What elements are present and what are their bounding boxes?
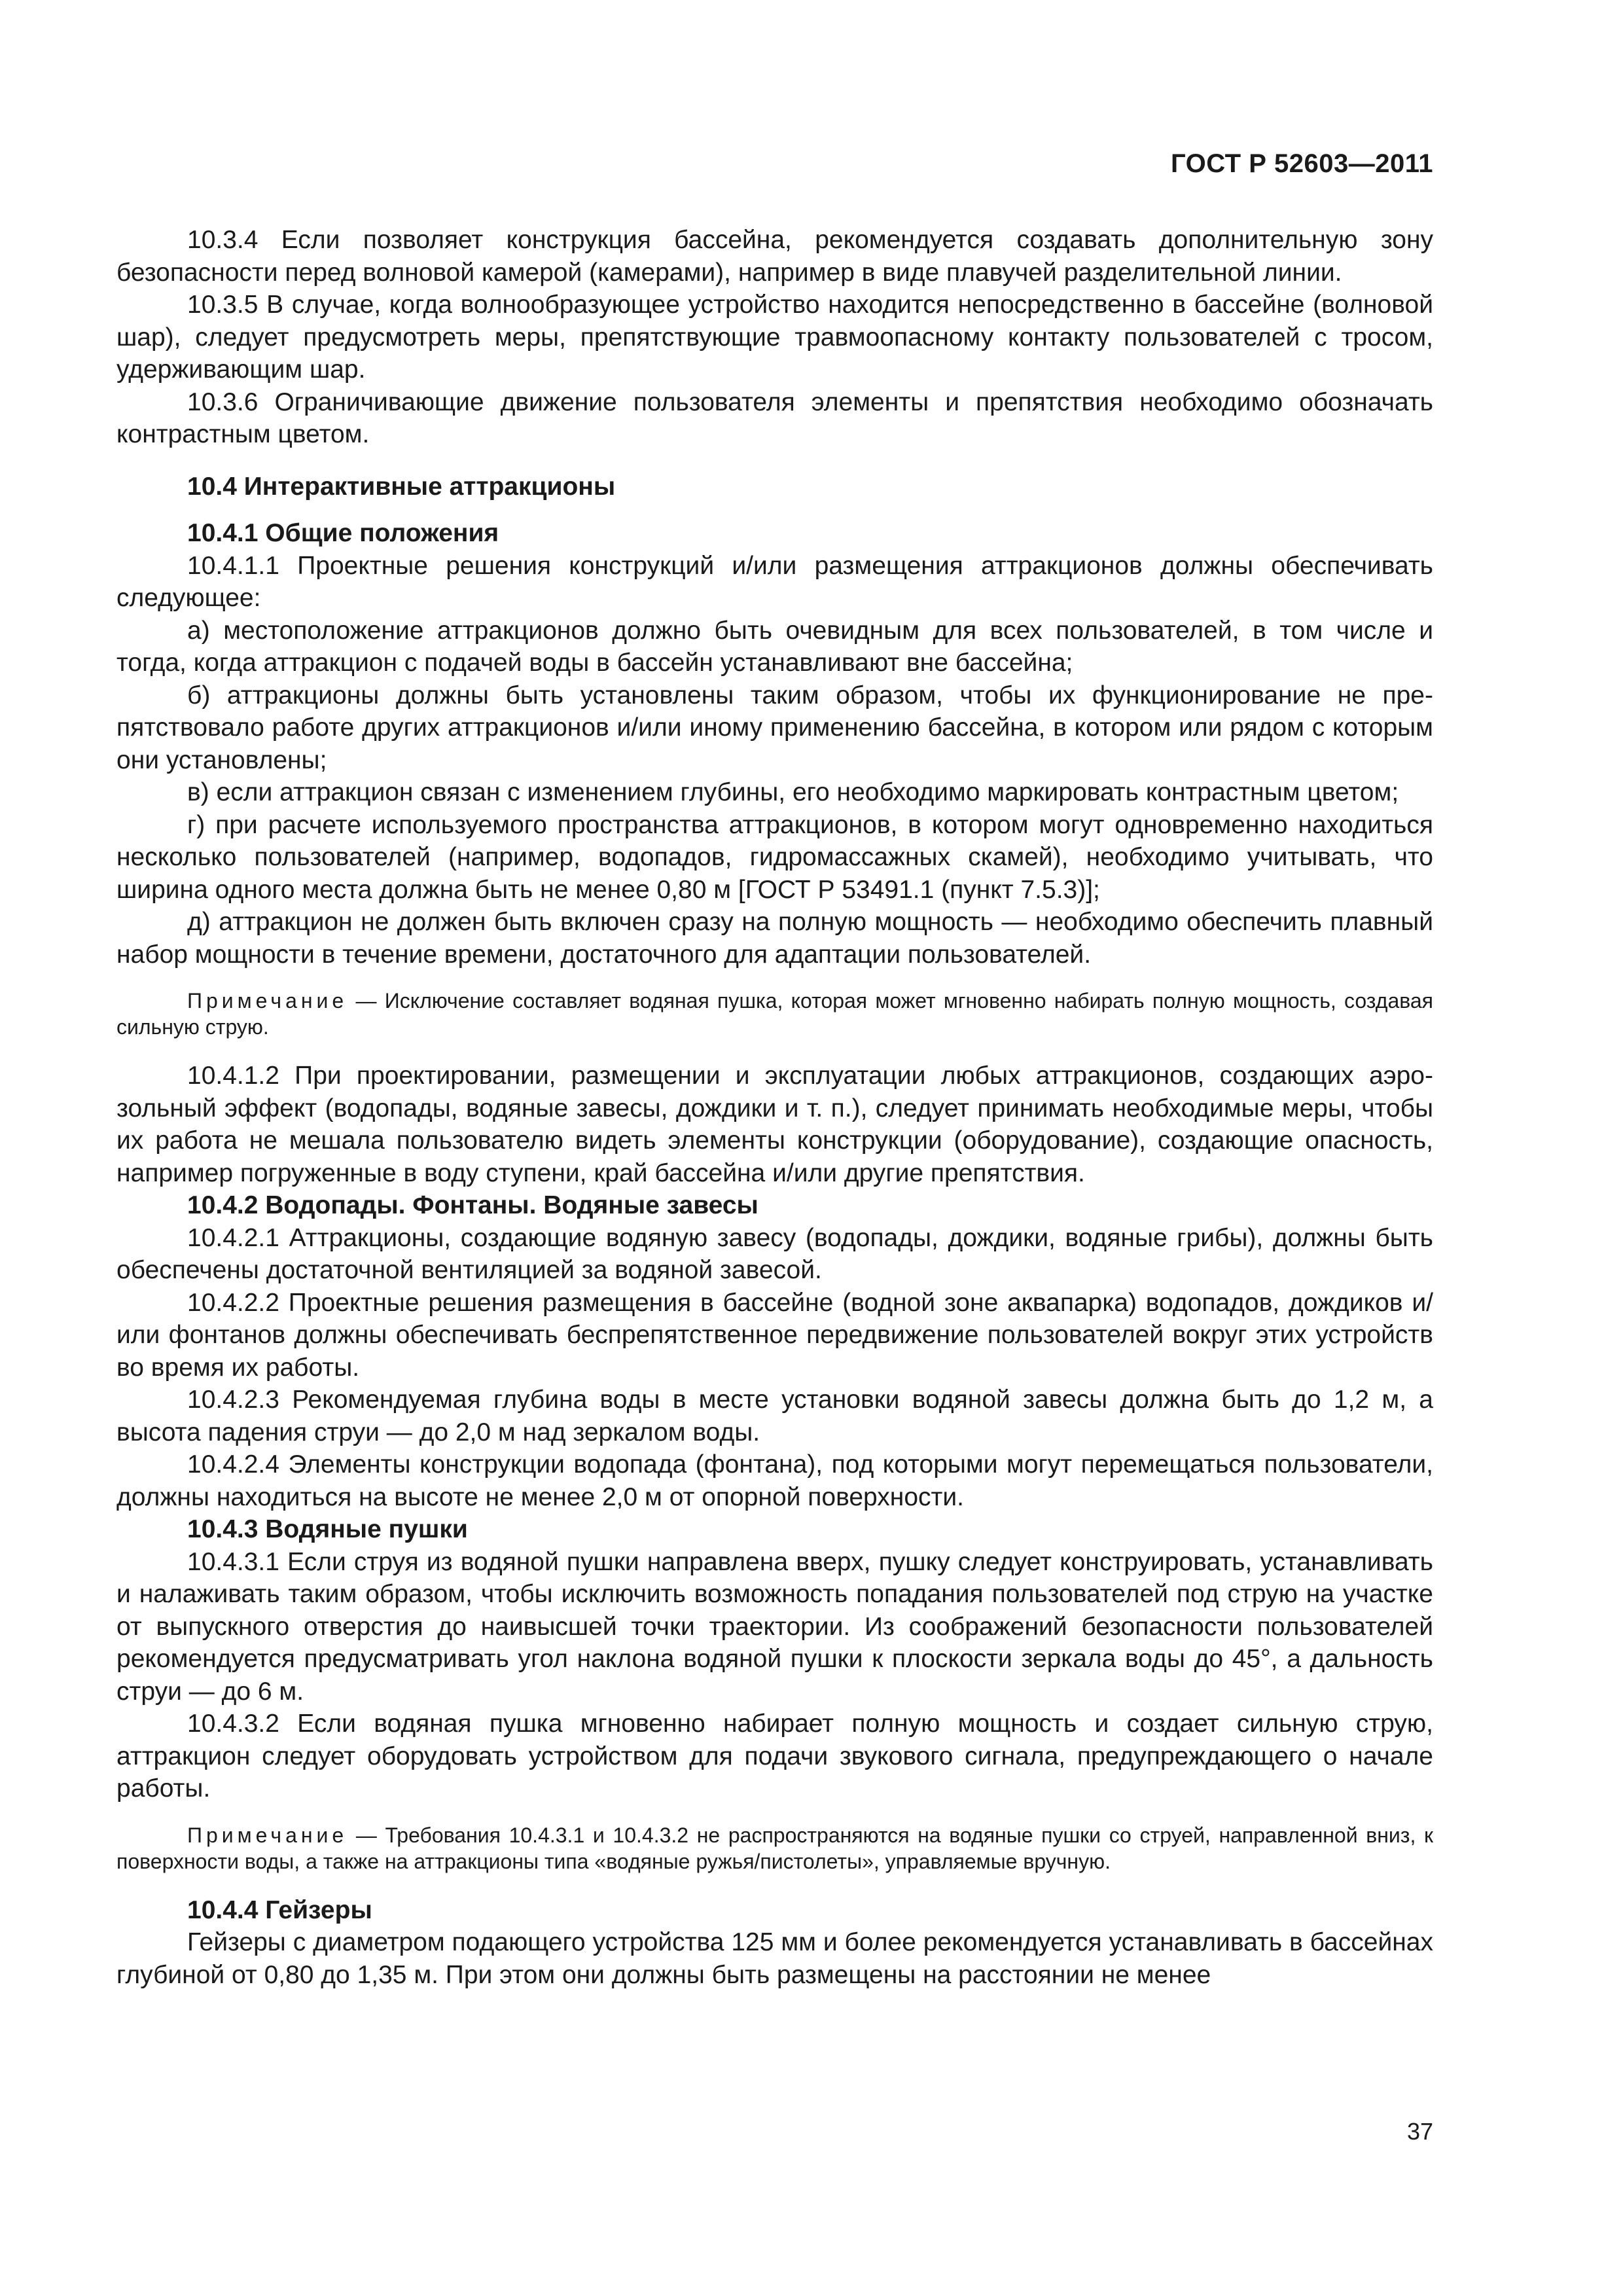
paragraph: 10.3.4 Если позволяет конструкция бассейна, рекомендуется создавать дополнительную зону безопасности перед волновой камерой (камерами), например в виде плавучей разделительной линии. <box>116 226 1433 287</box>
note-label: Примечание <box>187 989 348 1013</box>
page-number: 37 <box>1406 2118 1433 2145</box>
paragraph: б) аттракционы должны быть установлены таким образом, чтобы их функционирование не препятствовало работе других аттракционов и/или иному применению бассейна, в котором или рядом с которым они установлены; <box>116 681 1433 774</box>
paragraph: 10.4.2.2 Проектные решения размещения в бассейне (водной зоне аквапарка) водопадов, дождиков и/или фонтанов должны обеспечивать беспрепятственное передвижение пользователей вокруг этих устройств во время их работы. <box>116 1288 1433 1382</box>
note-label: Примечание <box>187 1823 348 1847</box>
paragraph: 10.4.1.1 Проектные решения конструкций и/или размещения аттракционов должны обеспечивать следующее: <box>116 551 1433 612</box>
note-paragraph <box>116 1822 1433 1874</box>
note-paragraph <box>116 988 1433 1040</box>
subsection-heading: 10.4.3 Водяные пушки <box>187 1515 468 1543</box>
paragraph: 10.4.2.4 Элементы конструкции водопада (фонтана), под которыми могут перемещаться пользователи, должны находиться на высоте не менее 2,0 м от опорной поверхности. <box>116 1450 1433 1511</box>
document-body <box>116 224 1433 1991</box>
paragraph: 10.4.3.1 Если струя из водяной пушки направлена вверх, пушку следует конструировать, устанавливать и налаживать таким образом, чтобы исключить возможность попадания пользователей под струю на участке от выпускного отверстия до наивысшей точки траектории. Из соображений безопасности пользователей рекомендуется предусматривать угол наклона водяной пушки к плоскости зеркала воды до 45°, а дальность струи — до 6 м. <box>116 1547 1433 1706</box>
document-page <box>116 0 1433 2296</box>
paragraph: 10.4.2.1 Аттракционы, создающие водяную завесу (водопады, дождики, водяные грибы), должны быть обеспечены достаточной вентиляцией за водяной завесой. <box>116 1223 1433 1284</box>
document-code-header: ГОСТ Р 52603—2011 <box>1171 149 1433 178</box>
subsection-heading: 10.4.4 Гейзеры <box>187 1895 372 1924</box>
paragraph: д) аттракцион не должен быть включен сразу на полную мощность — необходимо обеспечить плавный набор мощности в течение времени, достаточного для адаптации пользователей. <box>116 908 1433 969</box>
paragraph: 10.4.1.2 При проектировании, размещении и эксплуатации любых аттракционов, создающих аэрозольный эффект (водопады, водяные завесы, дождики и т. п.), следует принимать необходимые меры, чтобы их работа не мешала пользователю видеть элементы конструкции (оборудование), создающие опасность, например погруженные в воду ступени, край бассейна и/или другие препятствия. <box>116 1062 1433 1187</box>
paragraph: 10.3.5 В случае, когда волнообразующее устройство находится непосредственно в бассейне (волновой шар), следует предусмотреть меры, препятствующие травмоопасному контакту пользователей с тросом, удерживающим шар. <box>116 291 1433 384</box>
subsection-heading: 10.4.2 Водопады. Фонтаны. Водяные завесы <box>187 1191 758 1219</box>
paragraph: 10.4.2.3 Рекомендуемая глубина воды в месте установки водяной завесы должна быть до 1,2 м, а высота падения струи — до 2,0 м над зеркалом воды. <box>116 1386 1433 1446</box>
note-text: — Требования 10.4.3.1 и 10.4.3.2 не распространяются на водяные пушки со струей, направленной вниз, к поверхности воды, а также на аттракционы типа «водяные ружья/пистолеты», управляемые вручную. <box>116 1823 1433 1873</box>
paragraph: г) при расчете используемого пространства аттракционов, в котором могут одновременно находиться несколько пользователей (например, водопадов, гидромассажных скамей), необходимо учитывать, что ширина одного места должна быть не менее 0,80 м [ГОСТ Р 53491.1 (пункт 7.5.3)]; <box>116 810 1433 904</box>
paragraph: Гейзеры с диаметром подающего устройства 125 мм и более рекомендуется устанавливать в бассейнах глубиной от 0,80 до 1,35 м. При этом они должны быть размещены на расстоянии не менее <box>116 1928 1433 1989</box>
section-heading: 10.4 Интерактивные аттракционы <box>187 472 616 501</box>
paragraph: 10.4.3.2 Если водяная пушка мгновенно набирает полную мощность и создает сильную струю, аттракцион следует оборудовать устройством для подачи звукового сигнала, предупреждающего о начале работы. <box>116 1710 1433 1803</box>
paragraph: 10.3.6 Ограничивающие движение пользователя элементы и препятствия необходимо обозначать контрастным цветом. <box>116 387 1433 448</box>
note-text: — Исключение составляет водяная пушка, которая может мгновенно набирать полную мощность, создавая сильную струю. <box>116 989 1433 1039</box>
paragraph: а) местоположение аттракционов должно быть очевидным для всех пользователей, в том числе и тогда, когда аттракцион с подачей воды в бассейн устанавливают вне бассейна; <box>116 616 1433 677</box>
paragraph: в) если аттракцион связан с изменением глубины, его необходимо маркировать контрастным цветом; <box>187 778 1399 806</box>
subsection-heading: 10.4.1 Общие положения <box>187 519 499 547</box>
